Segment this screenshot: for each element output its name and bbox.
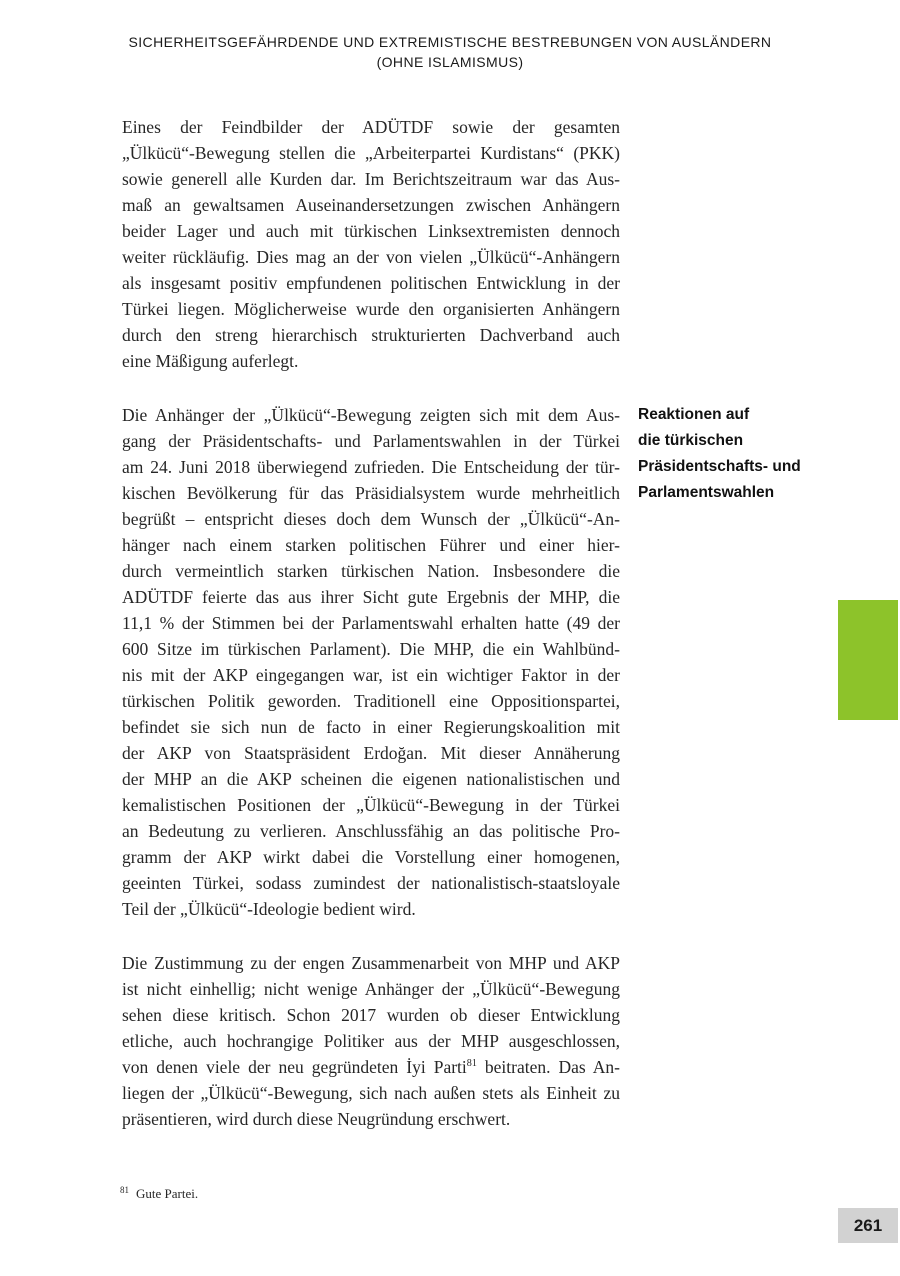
paragraph-wahlen-reaktion <box>122 402 620 922</box>
text-line: Parlamentswahlen <box>638 484 775 501</box>
text-line: als insgesamt positiv empfundenen politischen Entwicklung in der <box>122 273 620 293</box>
text-line: hänger nach einem starken politischen Führer und einer hier- <box>122 535 620 555</box>
text-line: von denen viele der neu gegründeten İyi Parti$^{81}$ beitraten. Das An- <box>122 1057 620 1077</box>
footnote-marker: 81 <box>120 1184 129 1195</box>
text-line: 600 Sitze im türkischen Parlament). Die MHP, die ein Wahlbünd- <box>122 639 620 659</box>
text-line: kemalistischen Positionen der „Ülkücü“-Bewegung in der Türkei <box>122 795 620 815</box>
text-line: Die Zustimmung zu der engen Zusammenarbeit von MHP und AKP <box>122 953 620 973</box>
running-head-line-1: SICHERHEITSGEFÄHRDENDE UND EXTREMISTISCHE BESTREBUNGEN VON AUSLÄNDERN <box>128 34 772 50</box>
text-line: liegen der „Ülkücü“-Bewegung, sich nach außen stets als Einheit zu <box>122 1083 620 1103</box>
text-line: eine Mäßigung auferlegt. <box>122 351 299 371</box>
paragraph-mhp-akp-kritik <box>122 950 620 1132</box>
text-line: sowie generell alle Kurden dar. Im Berichtszeitraum war das Aus- <box>122 169 620 189</box>
text-line: begrüßt – entspricht dieses doch dem Wunsch der „Ülkücü“-An- <box>122 509 620 529</box>
text-line: Türkei liegen. Möglicherweise wurde den organisierten Anhängern <box>122 299 620 319</box>
text-line: 11,1 % der Stimmen bei der Parlamentswahl erhalten hatte (49 der <box>122 613 620 633</box>
text-line: geeinten Türkei, sodass zumindest der nationalistisch-staatsloyale <box>122 873 620 893</box>
text-line: durch vermeintlich starken türkischen Nation. Insbesondere die <box>122 561 620 581</box>
footnote <box>120 1186 620 1202</box>
text-line: durch den streng hierarchisch strukturierten Dachverband auch <box>122 325 620 345</box>
text-line: ist nicht einhellig; nicht wenige Anhänger der „Ülkücü“-Bewegung <box>122 979 620 999</box>
paragraph-feindbilder <box>122 114 620 374</box>
text-line: Eines der Feindbilder der ADÜTDF sowie der gesamten <box>122 117 620 137</box>
page-number: 261 <box>853 1215 883 1235</box>
text-line: maß an gewaltsamen Auseinandersetzungen zwischen Anhängern <box>122 195 620 215</box>
text-line: präsentieren, wird durch diese Neugründung erschwert. <box>122 1109 511 1129</box>
main-text-column <box>122 114 620 1160</box>
text-line: der AKP von Staatspräsident Erdoğan. Mit dieser Annäherung <box>122 743 620 763</box>
running-head <box>0 32 900 72</box>
text-line: die türkischen <box>638 432 744 449</box>
text-line: weiter rückläufig. Dies mag an der von vielen „Ülkücü“-Anhängern <box>122 247 620 267</box>
footnote-text: Gute Partei. <box>136 1186 199 1201</box>
text-line: „Ülkücü“-Bewegung stellen die „Arbeiterpartei Kurdistans“ (PKK) <box>122 143 620 163</box>
text-line: sehen diese kritisch. Schon 2017 wurden ob dieser Entwicklung <box>122 1005 620 1025</box>
text-line: Die Anhänger der „Ülkücü“-Bewegung zeigten sich mit dem Aus- <box>122 405 620 425</box>
text-line: am 24. Juni 2018 überwiegend zufrieden. Die Entscheidung der tür- <box>122 457 620 477</box>
text-line: kischen Bevölkerung für das Präsidialsystem wurde mehrheitlich <box>122 483 620 503</box>
text-line: beider Lager und auch mit türkischen Linksextremisten dennoch <box>122 221 620 241</box>
running-head-line-2: (OHNE ISLAMISMUS) <box>376 54 524 70</box>
text-line: befindet sie sich nun de facto in einer Regierungskoalition mit <box>122 717 620 737</box>
text-line: Reaktionen auf <box>638 406 750 423</box>
text-line: der MHP an die AKP scheinen die eigenen nationalistischen und <box>122 769 620 789</box>
page-number-badge <box>838 1208 898 1243</box>
text-line: türkischen Politik geworden. Traditionell eine Oppositionspartei, <box>122 691 620 711</box>
text-line: gang der Präsidentschafts- und Parlamentswahlen in der Türkei <box>122 431 620 451</box>
text-line: gramm der AKP wirkt dabei die Vorstellung einer homogenen, <box>122 847 620 867</box>
margin-note <box>638 402 853 506</box>
text-line: nis mit der AKP eingegangen war, ist ein wichtiger Faktor in der <box>122 665 620 685</box>
text-line: Teil der „Ülkücü“-Ideologie bedient wird. <box>122 899 416 919</box>
text-line: ADÜTDF feierte das aus ihrer Sicht gute Ergebnis der MHP, die <box>122 587 620 607</box>
chapter-tab-marker <box>838 600 898 720</box>
text-line: an Bedeutung zu verlieren. Anschlussfähig an das politische Pro- <box>122 821 620 841</box>
text-line: Präsidentschafts- und <box>638 458 801 475</box>
text-line: etliche, auch hochrangige Politiker aus der MHP ausgeschlossen, <box>122 1031 620 1051</box>
